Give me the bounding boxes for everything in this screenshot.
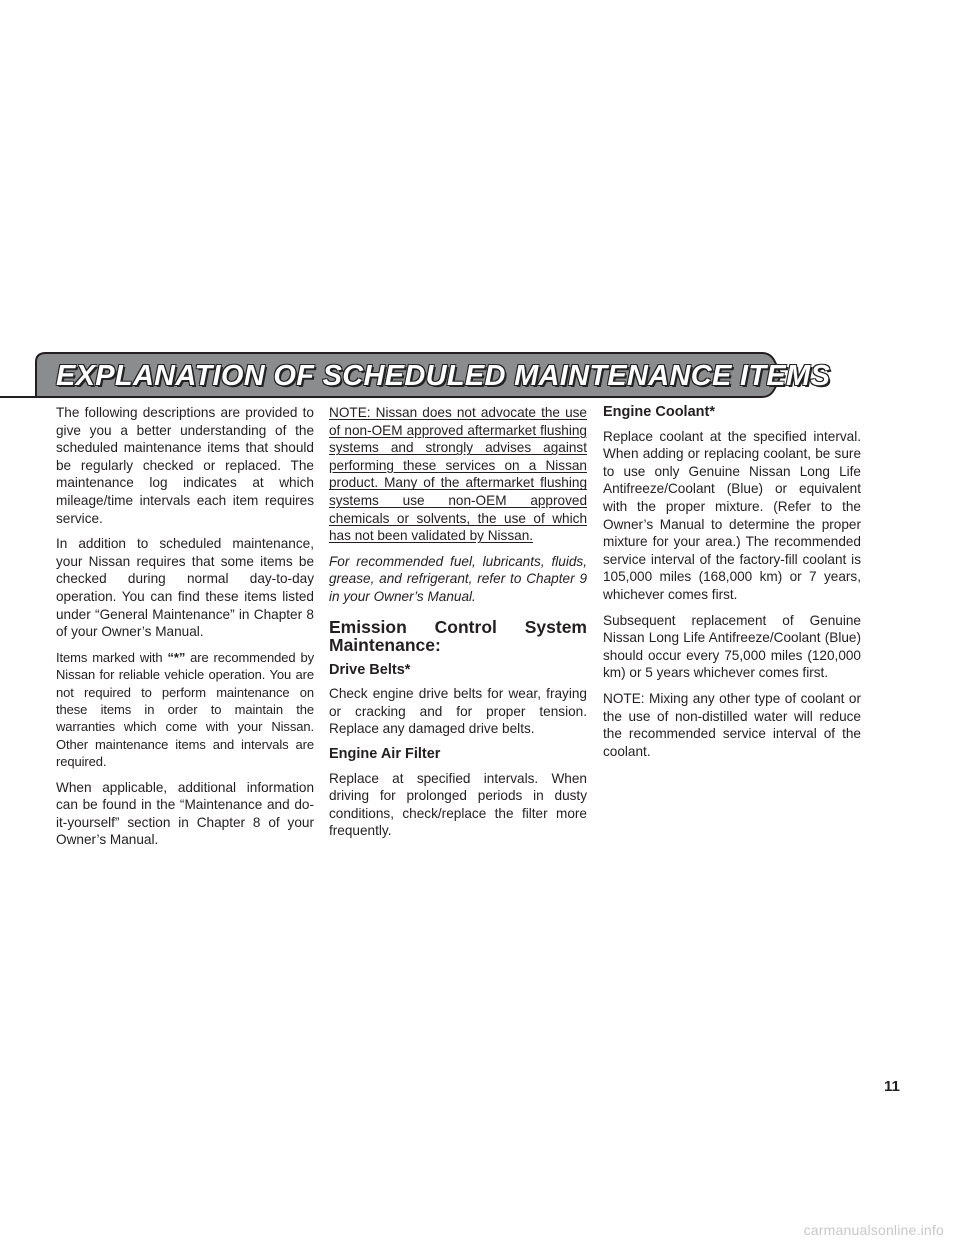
asterisk-pre: Items marked with [56, 649, 168, 665]
column-coolant [603, 404, 861, 768]
drive-belts-title: Drive Belts* [329, 661, 411, 678]
coolant-note-paragraph: NOTE: Mixing any other type of coolant or the use of non-distilled water will reduce the recommended service interval of the coolant. [603, 690, 861, 759]
drive-belts-text: Check engine drive belts for wear, fraying or cracking and for proper tension. Replace any damaged drive belts. [329, 686, 587, 737]
coolant-replacement-paragraph: Subsequent replacement of Genuine Nissan Long Life Antifreeze/Coolant (Blue) should occur every 75,000 miles (120,000 km) or 5 years whichever comes first. [603, 612, 861, 681]
air-filter-title: Engine Air Filter [329, 745, 441, 762]
column-intro [56, 404, 314, 857]
coolant-title: Engine Coolant* [603, 404, 715, 420]
page-number: 11 [884, 1078, 900, 1095]
section-title: EXPLANATION OF SCHEDULED MAINTENANCE ITEMS [56, 360, 831, 392]
footer-watermark: carmanualsonline.info [803, 1222, 944, 1238]
additional-info-paragraph: When applicable, additional information can be found in the “Maintenance and do-it-yourself” section in Chapter 8 of your Owner’s Manual. [56, 779, 314, 848]
section-banner [0, 352, 960, 398]
fluids-reference: For recommended fuel, lubricants, fluids, grease, and refrigerant, refer to Chapter 9 in your Owner’s Manual. [329, 553, 587, 604]
column-emission [329, 404, 587, 848]
emission-section-title: Emission Control System Maintenance: [329, 616, 587, 655]
asterisk-mark: “*” [167, 649, 186, 665]
daily-check-paragraph: In addition to scheduled maintenance, your Nissan requires that some items be checked during normal day-to-day operation. You can find these items listed under “General Maintenance” in Chapter 8 of your Owner’s Manual. [56, 536, 314, 640]
air-filter-text: Replace at specified intervals. When driving for prolonged periods in dusty conditions, check/replace the filter more frequently. [329, 770, 587, 839]
asterisk-paragraph [56, 649, 314, 771]
intro-paragraph: The following descriptions are provided to give you a better understanding of the scheduled maintenance items that should be regularly checked or replaced. The maintenance log indicates at which mileage/time intervals each item requires service. [56, 405, 314, 526]
asterisk-post: are recommended by Nissan for reliable vehicle operation. You are not required to perform maintenance on these items in order to maintain the warranties which come with your Nissan. Other maintenance items and intervals are required. [56, 649, 314, 770]
aftermarket-note: NOTE: Nissan does not advocate the use of non-OEM approved aftermarket flushing systems and strongly advises against performing these services on a Nissan product. Many of the aftermarket flushing systems use non-OEM approved chemicals or solvents, the use of which has not been validated by Nissan. [329, 405, 587, 544]
coolant-interval-paragraph: Replace coolant at the specified interval. When adding or replacing coolant, be sure to use only Genuine Nissan Long Life Antifreeze/Coolant (Blue) or equivalent with the proper mixture. (Refer to the Owner’s Manual to determine the proper mixture for your area.) The recommended service interval of the factory-fill coolant is 105,000 miles (168,000 km) or 7 years, whichever comes first. [603, 428, 861, 602]
